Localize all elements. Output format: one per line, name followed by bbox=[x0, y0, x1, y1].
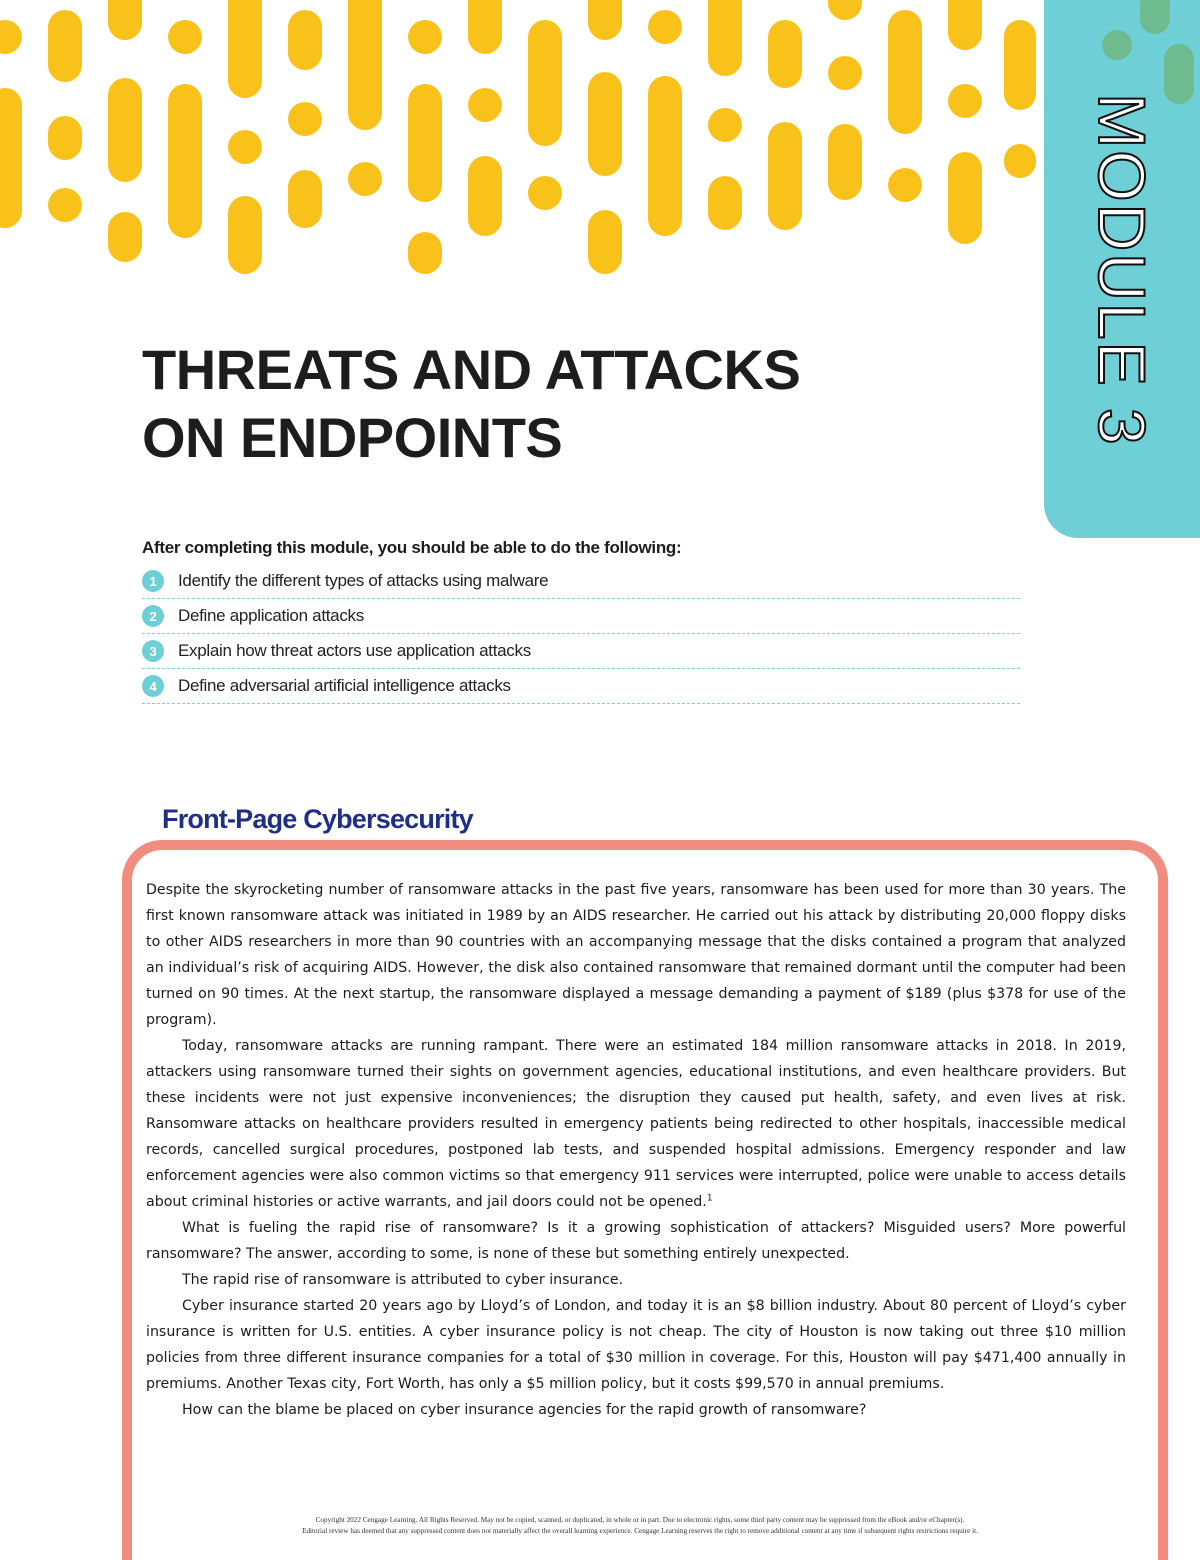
title-line-2: ON ENDPOINTS bbox=[142, 406, 563, 469]
copyright-line-1: Copyright 2022 Cengage Learning. All Rights Reserved. May not be copied, scanned, or duplicated, in whole or in part. Due to electronic rights, some third party content may be suppressed from the eBook and/or eChapter(s). bbox=[315, 1516, 965, 1524]
objective-item bbox=[142, 634, 1020, 669]
feature-body bbox=[146, 877, 1126, 1423]
objective-number-badge: 3 bbox=[142, 640, 164, 662]
objective-text: Explain how threat actors use application attacks bbox=[178, 641, 531, 660]
feature-paragraph bbox=[146, 1033, 1126, 1215]
objective-item bbox=[142, 599, 1020, 634]
objective-number-badge: 1 bbox=[142, 570, 164, 592]
yellow-pills bbox=[0, 0, 1036, 274]
objective-item bbox=[142, 564, 1020, 599]
title-line-1: THREATS AND ATTACKS bbox=[142, 338, 801, 401]
feature-paragraph: The rapid rise of ransomware is attributed to cyber insurance. bbox=[182, 1272, 624, 1288]
objective-item bbox=[142, 669, 1020, 704]
objective-text: Define application attacks bbox=[178, 606, 364, 625]
feature-paragraph: What is fueling the rapid rise of ransomware? Is it a growing sophistication of attackers? Misguided users? More powerful ransomware? The answer, according to some, is none of these but something entirely unexpected. bbox=[146, 1220, 1126, 1262]
objective-number-badge: 2 bbox=[142, 605, 164, 627]
copyright-line-2: Editorial review has deemed that any suppressed content does not materially affect the overall learning experience. Cengage Learning reserves the right to remove additional content at any time if subsequent rights restrictions require it. bbox=[302, 1527, 978, 1535]
feature-paragraph-text: Today, ransomware attacks are running rampant. There were an estimated 184 million ransomware attacks in 2018. In 2019, attackers using ransomware turned their sights on government agencies, educational institutions, and even healthcare providers. But these incidents were not just expensive inconveniences; the disruption they caused put health, safety, and even lives at risk. Ransomware attacks on healthcare providers resulted in emergency patients being redirected to other hospitals, inaccessible medical records, cancelled surgical procedures, postponed lab tests, and suspended hospital admissions. Emergency responder and law enforcement agencies were also common victims so that emergency 911 services were interrupted, police were unable to access details about criminal histories or active warrants, and jail doors could not be opened. bbox=[146, 1038, 1126, 1210]
objective-text: Identify the different types of attacks using malware bbox=[178, 571, 549, 590]
objectives-intro: After completing this module, you should be able to do the following: bbox=[142, 538, 682, 557]
objectives-list bbox=[142, 564, 1020, 704]
decorative-pill-pattern bbox=[0, 0, 1200, 300]
footnote-marker: 1 bbox=[706, 1193, 713, 1204]
objective-number-badge: 4 bbox=[142, 675, 164, 697]
copyright-footer bbox=[140, 1515, 1140, 1537]
learning-objectives bbox=[142, 538, 1020, 704]
feature-heading: Front-Page Cybersecurity bbox=[162, 804, 473, 834]
feature-paragraph: Cyber insurance started 20 years ago by Lloyd’s of London, and today it is an $8 billion industry. About 80 percent of Lloyd’s cyber insurance is written for U.S. entities. A cyber insurance policy is not cheap. The city of Houston is now taking out three $10 million policies from three different insurance companies for a total of $30 million in coverage. For this, Houston will pay $471,400 annually in premiums. Another Texas city, Fort Worth, has only a $5 million policy, but it costs $99,570 in annual premiums. bbox=[146, 1298, 1126, 1392]
module-label: MODULE 3 bbox=[1085, 93, 1159, 447]
page-title bbox=[142, 336, 800, 472]
feature-paragraph: How can the blame be placed on cyber insurance agencies for the rapid growth of ransomware? bbox=[182, 1402, 867, 1418]
objective-text: Define adversarial artificial intelligence attacks bbox=[178, 676, 511, 695]
feature-paragraph: Despite the skyrocketing number of ransomware attacks in the past five years, ransomware has been used for more than 30 years. The first known ransomware attack was initiated in 1989 by an AIDS researcher. He carried out his attack by distributing 20,000 floppy disks to other AIDS researchers in more than 90 countries with an accompanying message that the disks contained a program that analyzed an individual’s risk of acquiring AIDS. However, the disk also contained ransomware that remained dormant until the computer had been turned on 90 times. At the next startup, the ransomware displayed a message demanding a payment of $189 (plus $378 for use of the program). bbox=[146, 882, 1126, 1028]
